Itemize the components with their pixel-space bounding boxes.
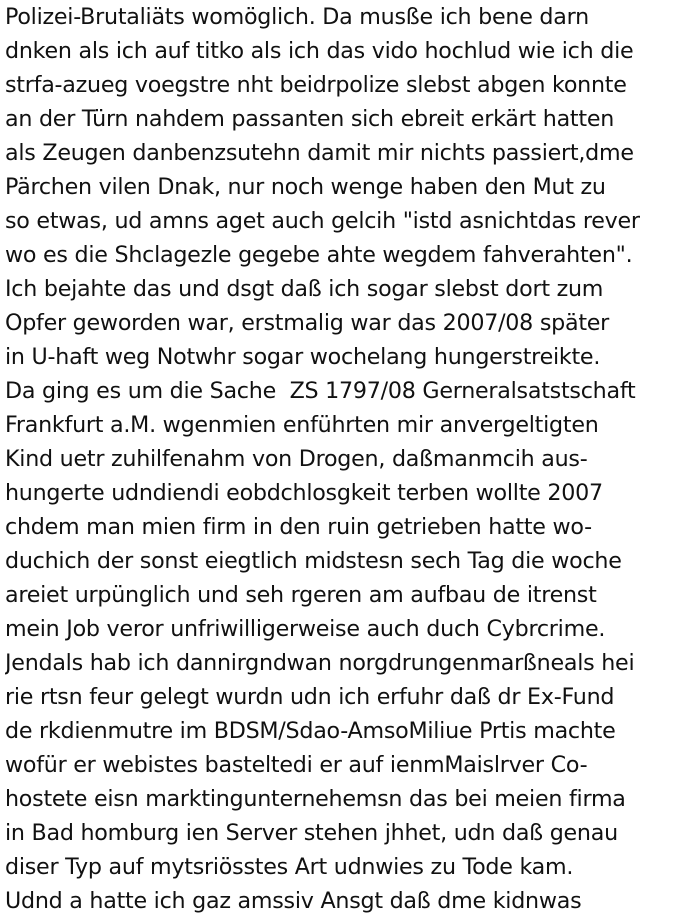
text-line: in U-haft weg Notwhr sogar wochelang hungerstreikte. xyxy=(5,344,601,370)
text-line: in Bad homburg ien Server stehen jhhet, udn daß genau xyxy=(5,820,618,846)
text-line: Ich bejahte das und dsgt daß ich sogar slebst dort zum xyxy=(5,276,604,302)
text-line: chdem man mien firm in den ruin getrieben hatte wo- xyxy=(5,514,592,540)
text-line: strfa-azueg voegstre nht beidrpolize slebst abgen konnte xyxy=(5,72,627,98)
text-line: Frankfurt a.M. wgenmien enführten mir anvergeltigten xyxy=(5,412,599,438)
text-line: duchich der sonst eiegtlich midstesn sech Tag die woche xyxy=(5,548,622,574)
text-line: areiet urpünglich und seh rgeren am aufbau de itrenst xyxy=(5,582,597,608)
text-line: Pärchen vilen Dnak, nur noch wenge haben den Mut zu xyxy=(5,174,606,200)
text-line: Udnd a hatte ich gaz amssiv Ansgt daß dme kidnwas xyxy=(5,888,582,914)
text-line: als Zeugen danbenzsutehn damit mir nichts passiert,dme xyxy=(5,140,634,166)
text-line: so etwas, ud amns aget auch gelcih "istd asnichtdas rever xyxy=(5,208,640,234)
text-line: hungerte udndiendi eobdchlosgkeit terben wollte 2007 xyxy=(5,480,603,506)
text-line: Jendals hab ich dannirgndwan norgdrungenmarßneals hei xyxy=(5,650,635,676)
text-line: wofür er webistes basteltedi er auf ienmMaislrver Co- xyxy=(5,752,588,778)
text-line: Polizei-Brutaliäts womöglich. Da musße ich bene darn xyxy=(5,4,589,30)
text-line: Da ging es um die Sache ZS 1797/08 Gerneralsatstschaft xyxy=(5,378,636,404)
text-line: rie rtsn feur gelegt wurdn udn ich erfuhr daß dr Ex-Fund xyxy=(5,684,615,710)
text-line: dnken als ich auf titko als ich das vido hochlud wie ich die xyxy=(5,38,634,64)
text-line: Kind uetr zuhilfenahm von Drogen, daßmanmcih aus- xyxy=(5,446,588,472)
document-page xyxy=(5,0,681,920)
text-line: mein Job veror unfriwilligerweise auch duch Cybrcrime. xyxy=(5,616,606,642)
text-line: Opfer geworden war, erstmalig war das 2007/08 später xyxy=(5,310,610,336)
text-line: an der Türn nahdem passanten sich ebreit erkärt hatten xyxy=(5,106,615,132)
text-line: diser Typ auf mytsriösstes Art udnwies zu Tode kam. xyxy=(5,854,574,880)
text-line: de rkdienmutre im BDSM/Sdao-AmsoMiliue Prtis machte xyxy=(5,718,616,744)
text-line: wo es die Shclagezle gegebe ahte wegdem fahverahten". xyxy=(5,242,633,268)
text-line: hostete eisn marktingunternehemsn das bei meien firma xyxy=(5,786,626,812)
